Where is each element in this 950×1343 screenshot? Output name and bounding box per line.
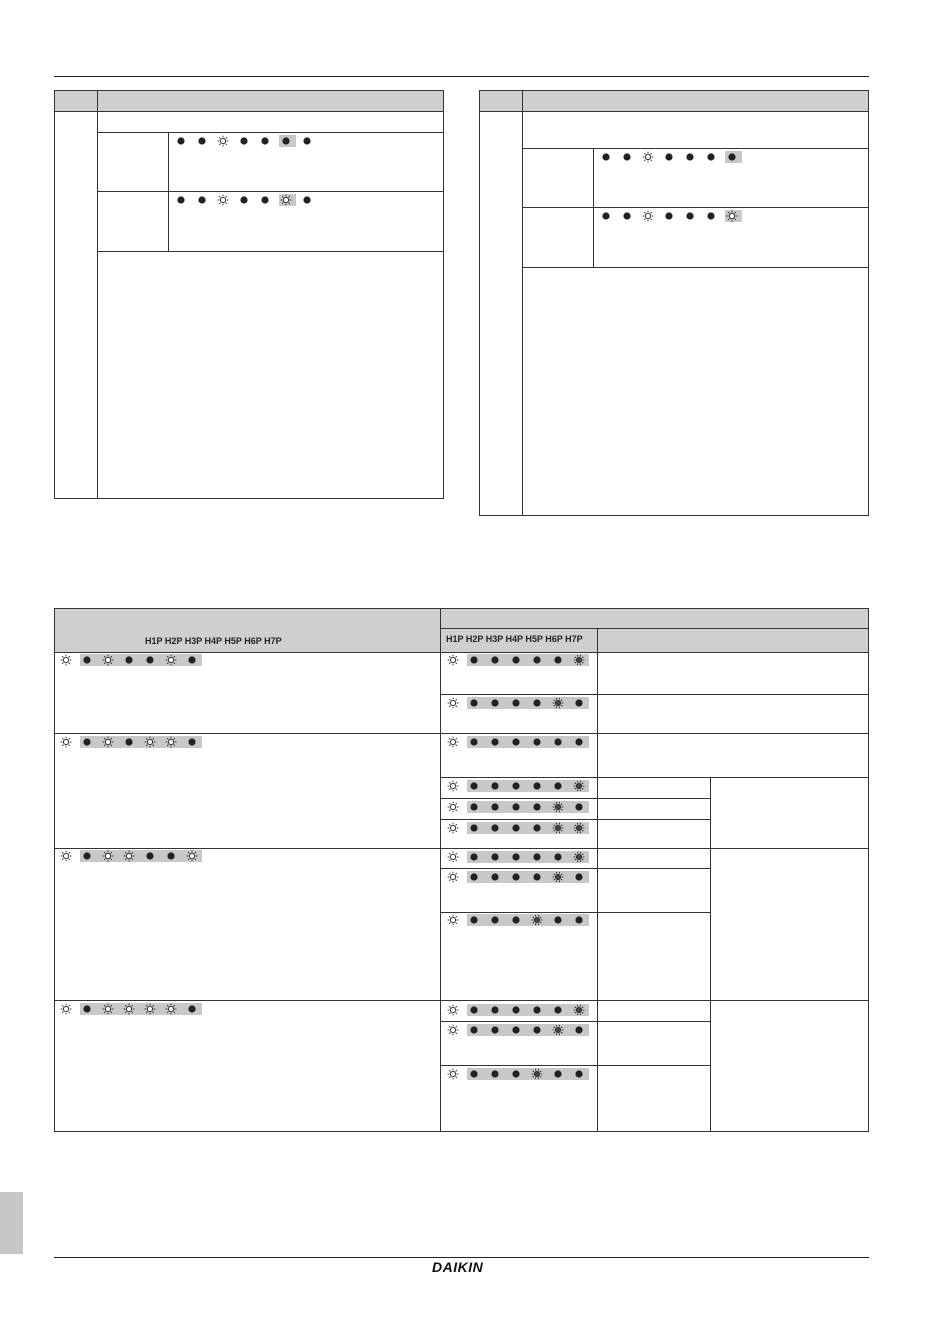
bottom-header-right-led-labels: H1P H2P H3P H4P H5P H6P H7P	[446, 634, 583, 644]
daikin-logo: DAIKIN	[432, 1259, 484, 1275]
led-row-b-r2	[448, 697, 589, 709]
led-row-b-r5	[448, 801, 589, 813]
led-row-tl-2	[177, 194, 310, 206]
led-row-b-r12	[448, 1068, 589, 1080]
chapter-tab	[0, 1192, 23, 1254]
bottom-header-left-led-labels: H1P H2P H3P H4P H5P H6P H7P	[145, 636, 282, 646]
led-row-b-l1	[61, 654, 202, 666]
led-row-b-r11	[448, 1024, 589, 1036]
led-row-tl-1	[177, 135, 310, 147]
led-row-b-r1	[448, 654, 589, 666]
led-row-b-l3	[61, 850, 202, 862]
led-row-b-r8	[448, 871, 589, 883]
bottom-rule	[54, 1257, 869, 1258]
led-row-b-l2	[61, 736, 202, 748]
led-row-b-r9	[448, 914, 589, 926]
led-row-tr-2	[602, 210, 742, 222]
led-row-b-r6	[448, 822, 589, 834]
led-row-b-l4	[61, 1003, 202, 1015]
led-row-b-r7	[448, 851, 589, 863]
led-row-b-r4	[448, 780, 589, 792]
led-row-b-r3	[448, 736, 589, 748]
led-row-b-r10	[448, 1004, 589, 1016]
led-row-tr-1	[602, 151, 742, 163]
